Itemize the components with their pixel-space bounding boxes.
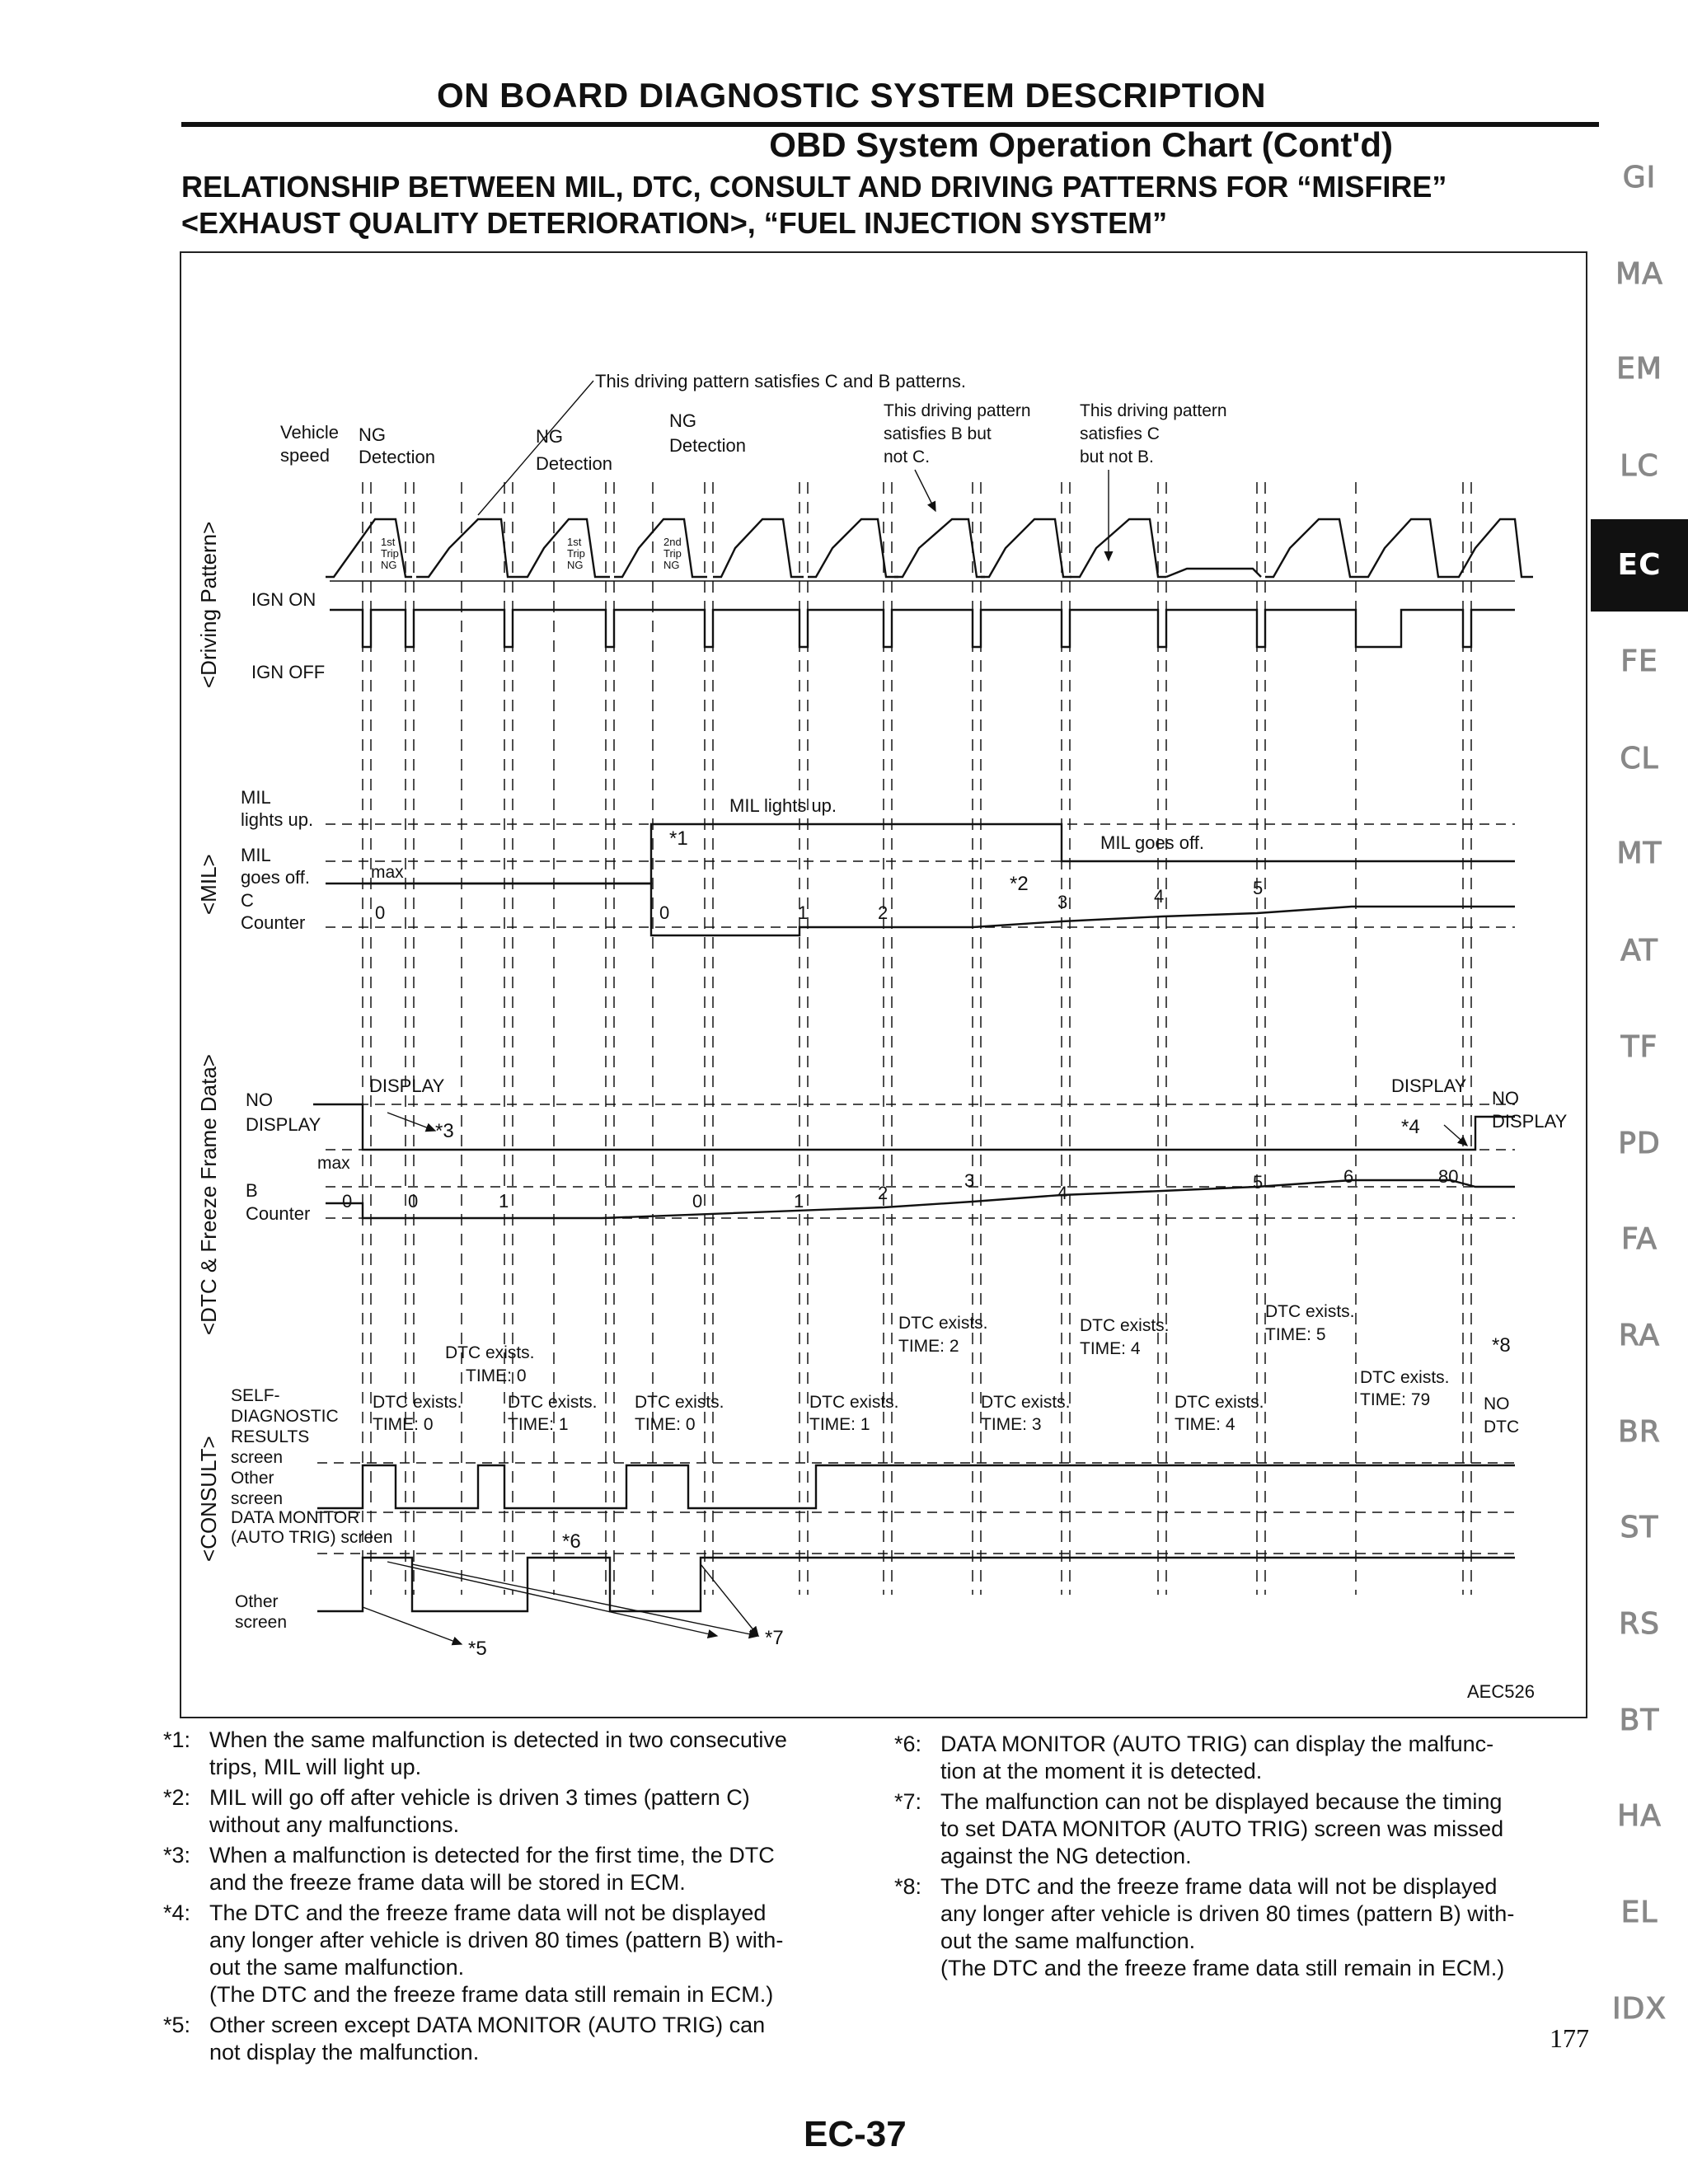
tab-ma[interactable]: MA bbox=[1615, 257, 1663, 291]
tab-cl[interactable]: CL bbox=[1620, 742, 1659, 776]
note-text: The DTC and the freeze frame data will not be displayed any longer after vehicle is driven 80 times (pattern B) with- out the same malfunction. (The DTC and the freeze frame data still remain in ECM.) bbox=[209, 1900, 784, 2007]
section-label-dtc: <DTC & Freeze Frame Data> bbox=[196, 1054, 221, 1335]
note-item bbox=[163, 2012, 847, 2066]
c-counter-value: 4 bbox=[1154, 886, 1165, 907]
dtc-exists-label: DTC exists. bbox=[898, 1314, 988, 1333]
annotation-star-2: *2 bbox=[1010, 873, 1029, 895]
c-counter-value: 5 bbox=[1253, 878, 1264, 898]
label-b: B bbox=[246, 1180, 258, 1201]
b-counter-max: max bbox=[317, 1154, 350, 1173]
dtc-time-label: TIME: 2 bbox=[898, 1337, 959, 1356]
dtc-exists-label: DTC exists. bbox=[373, 1393, 462, 1412]
note-label: *3: bbox=[163, 1843, 191, 1868]
pointer-arrow bbox=[387, 1113, 435, 1131]
trip-label-2: 1st bbox=[567, 536, 582, 548]
tab-tf[interactable]: TF bbox=[1620, 1030, 1658, 1064]
note-item bbox=[894, 1873, 1603, 1982]
note-label: *2: bbox=[163, 1785, 191, 1810]
annotation-star-6: *6 bbox=[562, 1530, 581, 1553]
label-ign-off: IGN OFF bbox=[251, 662, 326, 682]
label-vehicle: Vehicle bbox=[280, 422, 339, 443]
pointer-arrow bbox=[701, 1564, 758, 1636]
pointer-arrow bbox=[363, 1607, 462, 1644]
tab-rs[interactable]: RS bbox=[1619, 1607, 1660, 1641]
dtc-time-label: TIME: 4 bbox=[1080, 1339, 1141, 1358]
label-goes-off: goes off. bbox=[241, 867, 310, 888]
annotation-b-not-c-3: not C. bbox=[884, 448, 931, 466]
tab-em[interactable]: EM bbox=[1616, 352, 1662, 386]
b-counter-value: 3 bbox=[964, 1170, 975, 1191]
ng-label-3: NG bbox=[669, 410, 696, 431]
label-ign-on: IGN ON bbox=[251, 589, 316, 610]
b-counter-value: 0 bbox=[692, 1191, 703, 1212]
label-other-2: Other bbox=[235, 1592, 279, 1611]
c-counter-value: 0 bbox=[375, 902, 386, 923]
c-counter-max: max bbox=[371, 863, 404, 882]
trip-label-2b: Trip bbox=[567, 547, 585, 560]
tab-ra[interactable]: RA bbox=[1618, 1319, 1661, 1352]
tab-gi[interactable]: GI bbox=[1622, 161, 1657, 194]
trip-label-3c: NG bbox=[663, 559, 680, 571]
dtc-time-label: TIME: 1 bbox=[508, 1415, 569, 1434]
ng-label-3b: Detection bbox=[669, 435, 746, 456]
label-results: RESULTS bbox=[231, 1427, 310, 1446]
pointer-arrow bbox=[387, 1562, 717, 1636]
note-text: When a malfunction is detected for the first time, the DTC and the freeze frame data will be stored in ECM. bbox=[209, 1843, 775, 1895]
trip-label-1: 1st bbox=[381, 536, 396, 548]
label-c: C bbox=[241, 890, 254, 911]
section-label-mil: <MIL> bbox=[196, 854, 221, 915]
annotation-c-not-b-1: This driving pattern bbox=[1080, 401, 1227, 420]
c-counter-value: 3 bbox=[1057, 892, 1068, 912]
trip-label-3b: Trip bbox=[663, 547, 682, 560]
note-item bbox=[163, 1784, 847, 1839]
page-title: ON BOARD DIAGNOSTIC SYSTEM DESCRIPTION bbox=[437, 76, 1267, 115]
tab-ec[interactable]: EC bbox=[1591, 519, 1688, 612]
tab-fe[interactable]: FE bbox=[1620, 644, 1658, 678]
annotation-b-not-c-1: This driving pattern bbox=[884, 401, 1031, 420]
annotation-c-not-b-2: satisfies C bbox=[1080, 424, 1160, 443]
note-label: *7: bbox=[894, 1789, 922, 1814]
tab-st[interactable]: ST bbox=[1620, 1511, 1659, 1544]
label-screen: screen bbox=[231, 1448, 284, 1467]
heading-line-1: RELATIONSHIP BETWEEN MIL, DTC, CONSULT AND DRIVING PATTERNS FOR “MISFIRE” bbox=[181, 170, 1447, 204]
no-dtc-label-2: DTC bbox=[1484, 1418, 1520, 1436]
label-diagnostic: DIAGNOSTIC bbox=[231, 1407, 339, 1426]
b-counter-value: 6 bbox=[1343, 1166, 1354, 1187]
ignition-trace bbox=[330, 610, 1515, 647]
label-self: SELF- bbox=[231, 1386, 280, 1405]
dtc-exists-label: DTC exists. bbox=[1360, 1368, 1450, 1387]
tab-at[interactable]: AT bbox=[1620, 934, 1658, 968]
c-counter-value: 2 bbox=[878, 902, 889, 923]
ng-label-2: NG bbox=[536, 426, 563, 447]
trip-label-2c: NG bbox=[567, 559, 584, 571]
note-text: DATA MONITOR (AUTO TRIG) can display the malfunc- tion at the moment it is detected. bbox=[940, 1732, 1494, 1783]
notes-right bbox=[894, 1731, 1603, 1985]
note-label: *5: bbox=[163, 2013, 191, 2037]
label-data-monitor: DATA MONITOR bbox=[231, 1508, 360, 1527]
label-mil: MIL bbox=[241, 787, 271, 808]
trip-label-1b: Trip bbox=[381, 547, 399, 560]
ng-label-1: NG bbox=[359, 424, 386, 445]
dtc-time-label: TIME: 0 bbox=[635, 1415, 696, 1434]
consult-level-guides bbox=[317, 1463, 1515, 1554]
dtc-time-label: TIME: 0 bbox=[373, 1415, 434, 1434]
dtc-exists-label: DTC exists. bbox=[1175, 1393, 1264, 1412]
dtc-time-label: TIME: 79 bbox=[1360, 1390, 1431, 1409]
b-counter-value: 1 bbox=[794, 1191, 804, 1212]
dtc-exists-label: DTC exists. bbox=[1265, 1302, 1355, 1321]
no-dtc-label: NO bbox=[1484, 1394, 1510, 1413]
heading-line-2: <EXHAUST QUALITY DETERIORATION>, “FUEL INJECTION SYSTEM” bbox=[181, 206, 1168, 240]
figure-id: AEC526 bbox=[1467, 1681, 1535, 1702]
tab-pd[interactable]: PD bbox=[1618, 1127, 1661, 1160]
label-counter: Counter bbox=[241, 912, 306, 933]
label-counter-2: Counter bbox=[246, 1203, 311, 1224]
note-label: *6: bbox=[894, 1732, 922, 1756]
dtc-exists-label: DTC exists. bbox=[1080, 1316, 1170, 1335]
label-no: NO bbox=[246, 1090, 273, 1110]
c-counter-value: 1 bbox=[798, 902, 809, 923]
pointer-arrow bbox=[1444, 1125, 1467, 1146]
note-label: *8: bbox=[894, 1874, 922, 1899]
dtc-display-trace bbox=[313, 1104, 1515, 1150]
annotation-b-not-c-2: satisfies B but bbox=[884, 424, 992, 443]
label-auto-trig: (AUTO TRIG) screen bbox=[231, 1528, 393, 1547]
page-number: 177 bbox=[1550, 2023, 1589, 2053]
note-item bbox=[163, 1842, 847, 1896]
dtc-time-label: TIME: 5 bbox=[1265, 1325, 1326, 1344]
label-no-right: NO bbox=[1492, 1088, 1519, 1108]
tab-lc[interactable]: LC bbox=[1620, 449, 1659, 483]
label-display-top: DISPLAY bbox=[369, 1076, 445, 1096]
annotation-satisfies-c-b: This driving pattern satisfies C and B patterns. bbox=[595, 371, 966, 391]
page-code: EC-37 bbox=[804, 2114, 907, 2154]
b-counter-value: 1 bbox=[499, 1191, 509, 1212]
label-speed: speed bbox=[280, 445, 330, 466]
label-lights-up: lights up. bbox=[241, 809, 314, 830]
ng-label-2b: Detection bbox=[536, 453, 612, 474]
label-other: Other bbox=[231, 1469, 274, 1488]
pointer-arrow bbox=[915, 470, 935, 511]
dtc-exists-label: DTC exists. bbox=[809, 1393, 899, 1412]
note-label: *1: bbox=[163, 1727, 191, 1752]
tab-br[interactable]: BR bbox=[1618, 1415, 1661, 1449]
note-item bbox=[894, 1731, 1603, 1785]
label-screen-3: screen bbox=[235, 1613, 288, 1632]
annotation-star-3: *3 bbox=[435, 1120, 454, 1142]
label-screen-2: screen bbox=[231, 1489, 284, 1508]
data-monitor-screen-trace bbox=[317, 1558, 1515, 1611]
mil-status-trace bbox=[326, 824, 1515, 883]
label-mil-2: MIL bbox=[241, 845, 271, 865]
sub-title: OBD System Operation Chart (Cont'd) bbox=[769, 125, 1393, 164]
note-text: Other screen except DATA MONITOR (AUTO TRIG) can not display the malfunction. bbox=[209, 2013, 766, 2064]
note-text: MIL will go off after vehicle is driven 3 times (pattern C) without any malfunctions. bbox=[209, 1785, 750, 1837]
dtc-time-label: TIME: 4 bbox=[1175, 1415, 1236, 1434]
b-counter-value: 0 bbox=[408, 1191, 419, 1212]
b-counter-value: 80 bbox=[1438, 1166, 1459, 1187]
annotation-star-8: *8 bbox=[1492, 1334, 1511, 1357]
tab-ha[interactable]: HA bbox=[1617, 1799, 1662, 1833]
note-item bbox=[163, 1900, 847, 2008]
c-counter-value: 0 bbox=[659, 902, 670, 923]
label-display-right: DISPLAY bbox=[1391, 1076, 1467, 1096]
b-counter-value: 0 bbox=[342, 1191, 353, 1212]
b-counter-value: 4 bbox=[1057, 1183, 1068, 1203]
dtc-exists-label: DTC exists. bbox=[981, 1393, 1071, 1412]
mil-lights-up-annotation: MIL lights up. bbox=[729, 795, 837, 816]
note-text: The DTC and the freeze frame data will not be displayed any longer after vehicle is driven 80 times (pattern B) with- out the same malfunction. (The DTC and the freeze frame data still remain in ECM.) bbox=[940, 1874, 1515, 1980]
tab-el[interactable]: EL bbox=[1620, 1896, 1658, 1929]
notes-left bbox=[163, 1727, 847, 2069]
trip-label-3: 2nd bbox=[663, 536, 682, 548]
note-label: *4: bbox=[163, 1900, 191, 1925]
annotation-star-5: *5 bbox=[468, 1638, 487, 1660]
note-item bbox=[163, 1727, 847, 1781]
section-label-consult: <CONSULT> bbox=[196, 1436, 221, 1562]
note-item bbox=[894, 1788, 1603, 1870]
vehicle-speed-trace bbox=[326, 519, 1533, 577]
mil-goes-off-annotation: MIL goes off. bbox=[1100, 832, 1204, 853]
dtc-time-label: TIME: 0 bbox=[466, 1366, 527, 1385]
section-label-driving: <Driving Pattern> bbox=[196, 521, 221, 688]
note-text: When the same malfunction is detected in two consecutive trips, MIL will light up. bbox=[209, 1727, 787, 1779]
c-counter-trace bbox=[363, 883, 1515, 935]
tab-bt[interactable]: BT bbox=[1619, 1704, 1660, 1737]
dtc-exists-label: DTC exists. bbox=[445, 1343, 535, 1362]
dtc-time-label: TIME: 3 bbox=[981, 1415, 1042, 1434]
annotation-c-not-b-3: but not B. bbox=[1080, 448, 1154, 466]
pointer-line bbox=[478, 381, 593, 515]
dtc-time-label: TIME: 1 bbox=[809, 1415, 870, 1434]
pointer-arrow bbox=[412, 1564, 758, 1636]
tab-mt[interactable]: MT bbox=[1616, 837, 1662, 870]
annotation-star-7: *7 bbox=[765, 1627, 784, 1649]
ng-label-1b: Detection bbox=[359, 447, 435, 467]
b-counter-value: 5 bbox=[1253, 1172, 1264, 1193]
annotation-star-1: *1 bbox=[669, 827, 688, 850]
note-text: The malfunction can not be displayed because the timing to set DATA MONITOR (AUTO TRIG) screen was missed against the NG detection. bbox=[940, 1789, 1504, 1868]
tab-fa[interactable]: FA bbox=[1620, 1222, 1658, 1256]
label-display: DISPLAY bbox=[246, 1114, 321, 1135]
label-display-right-2: DISPLAY bbox=[1492, 1111, 1568, 1132]
tab-idx[interactable]: IDX bbox=[1612, 1992, 1667, 2026]
annotation-star-4: *4 bbox=[1401, 1116, 1420, 1138]
trip-label-1c: NG bbox=[381, 559, 397, 571]
self-diagnostic-screen-trace bbox=[317, 1465, 1515, 1508]
b-counter-value: 2 bbox=[878, 1183, 889, 1203]
dtc-exists-label: DTC exists. bbox=[508, 1393, 598, 1412]
dtc-exists-label: DTC exists. bbox=[635, 1393, 724, 1412]
